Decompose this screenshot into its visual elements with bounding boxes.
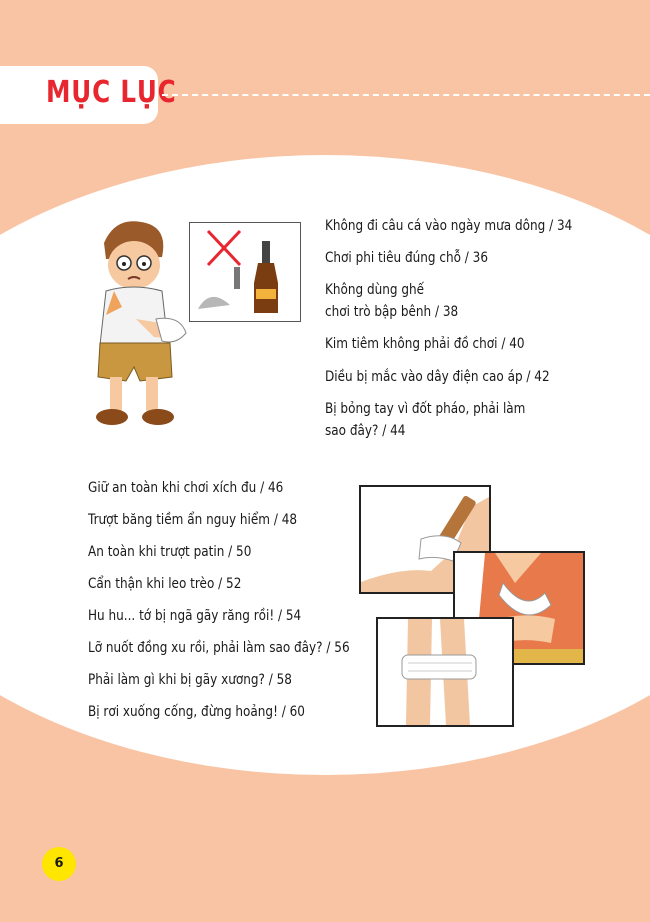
toc-item-48[interactable]: Trượt băng tiềm ẩn nguy hiểm / 48 [88, 512, 298, 528]
toc-item-34[interactable]: Không đi câu cá vào ngày mưa dông / 34 [325, 218, 573, 234]
toc-item-36[interactable]: Chơi phi tiêu đúng chỗ / 36 [325, 250, 488, 266]
toc-item-58[interactable]: Phải làm gì khi bị gãy xương? / 58 [88, 672, 292, 688]
toc-item-56[interactable]: Lỡ nuốt đồng xu rồi, phải làm sao đây? / 56 [88, 640, 350, 656]
toc-item-52[interactable]: Cẩn thận khi leo trèo / 52 [88, 576, 242, 592]
toc-item-60[interactable]: Bị rơi xuống cống, đừng hoảng! / 60 [88, 704, 305, 720]
toc-item-42[interactable]: Diều bị mắc vào dây điện cao áp / 42 [325, 369, 550, 385]
wrong-remedy-panel [189, 222, 301, 322]
page-title: MỤC LỤC [46, 75, 177, 110]
toc-item-50[interactable]: An toàn khi trượt patin / 50 [88, 544, 252, 560]
toc-item-44-line2[interactable]: sao đây? / 44 [325, 423, 406, 439]
title-dashed-line [162, 94, 650, 96]
bandaged-leg-panel [376, 617, 514, 727]
toc-item-54[interactable]: Hu hu... tớ bị ngã gãy răng rồi! / 54 [88, 608, 302, 624]
toc-item-46[interactable]: Giữ an toàn khi chơi xích đu / 46 [88, 480, 284, 496]
page-number-badge: 6 [42, 847, 76, 881]
toc-item-44-line1[interactable]: Bị bỏng tay vì đốt pháo, phải làm [325, 401, 526, 417]
toc-item-38-line2[interactable]: chơi trò bập bênh / 38 [325, 304, 459, 320]
toc-item-38-line1[interactable]: Không dùng ghế [325, 282, 425, 298]
toc-item-40[interactable]: Kim tiêm không phải đồ chơi / 40 [325, 336, 525, 352]
boy-with-burned-hand-illustration [76, 215, 192, 435]
